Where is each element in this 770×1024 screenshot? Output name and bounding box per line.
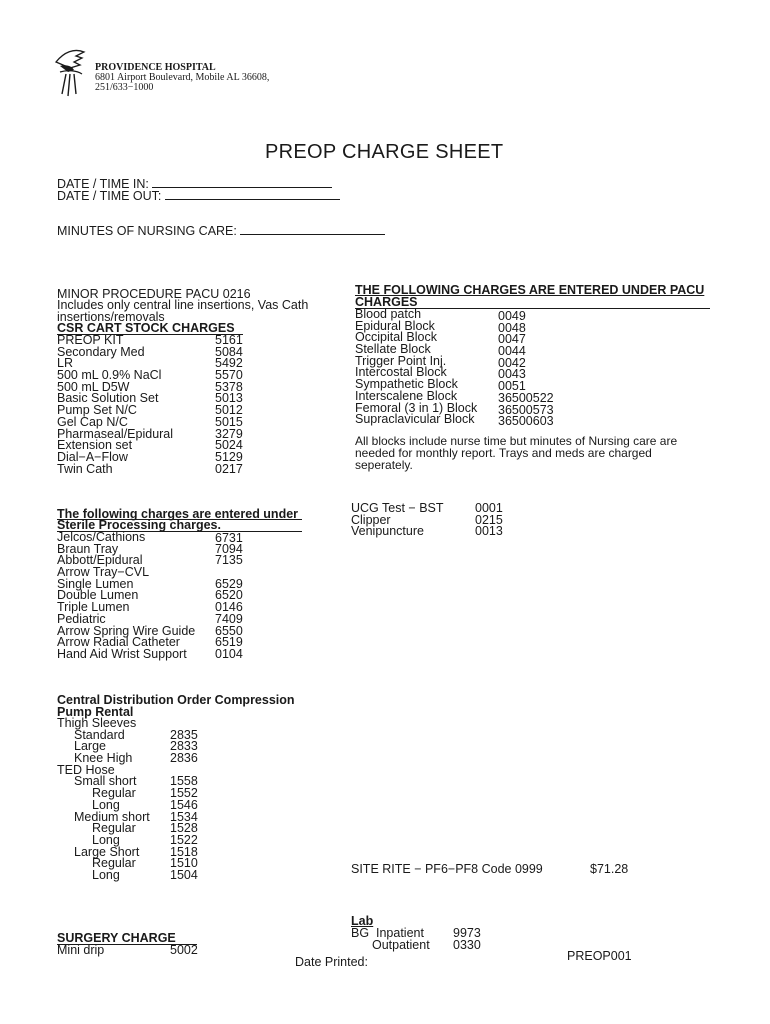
item-code: 1528: [170, 821, 198, 836]
hospital-logo-icon: [52, 48, 94, 98]
item-name: Pharmaseal/Epidural: [57, 426, 174, 441]
item-code: 6520: [215, 588, 243, 603]
list-item: [57, 867, 257, 882]
item-code: 5378: [215, 379, 243, 394]
item-name: Clipper: [351, 512, 391, 527]
list-item: [57, 823, 257, 835]
surgery-heading: SURGERY CHARGE: [57, 931, 176, 945]
item-code: 7094: [215, 541, 243, 556]
minor-procedure-heading: MINOR PROCEDURE PACU 0216: [57, 287, 251, 301]
item-name: Occipital Block: [355, 330, 437, 345]
list-item: [57, 844, 257, 859]
item-name: Single Lumen: [57, 576, 134, 591]
item-name: 500 mL 0.9% NaCl: [57, 368, 162, 383]
item-code: 6731: [215, 531, 243, 545]
item-name: Dial−A−Flow: [57, 449, 128, 464]
time-out-field: [57, 189, 340, 203]
item-name: Braun Tray: [57, 541, 119, 556]
pacu-note: All blocks include nurse time but minutes of Nursing care are: [355, 434, 678, 448]
item-name: Stellate Block: [355, 342, 431, 357]
form-code: PREOP001: [567, 949, 632, 963]
hospital-name: PROVIDENCE HOSPITAL: [95, 62, 216, 73]
sterile-heading-cont: Sterile Processing charges.: [57, 518, 221, 532]
central-heading-cont: Pump Rental: [57, 705, 134, 719]
item-name: Blood patch: [355, 307, 422, 321]
item-code: 36500603: [498, 414, 554, 429]
hospital-phone: 251/633−1000: [95, 82, 154, 93]
item-code: 0104: [215, 646, 243, 661]
item-code: 2836: [170, 751, 198, 766]
item-name: Femoral (3 in 1) Block: [355, 400, 478, 415]
minor-procedure-desc: Includes only central line insertions, Vas Cath: [57, 298, 309, 312]
item-name: Small short: [74, 774, 137, 789]
item-name: Long: [92, 797, 120, 812]
item-code: 6519: [215, 635, 243, 650]
item-code: 0043: [498, 367, 526, 382]
item-code: 0044: [498, 344, 526, 359]
item-code: 6529: [215, 576, 243, 591]
item-code: 1552: [170, 786, 198, 801]
item-name: Hand Aid Wrist Support: [57, 646, 187, 661]
lab-inpatient-label: Inpatient: [376, 926, 424, 940]
surgery-item: Mini drip: [57, 943, 105, 957]
item-name: Venipuncture: [351, 524, 424, 539]
item-name: Basic Solution Set: [57, 391, 159, 406]
lab-heading: Lab: [351, 914, 374, 928]
item-name: Twin Cath: [57, 461, 113, 476]
item-code: 1558: [170, 774, 198, 789]
item-code: 5570: [215, 368, 243, 383]
item-code: 7409: [215, 611, 243, 626]
item-code: 0001: [475, 501, 503, 515]
item-code: 0013: [475, 524, 503, 539]
item-name: PREOP KIT: [57, 333, 124, 347]
item-code: 5024: [215, 438, 243, 453]
ucg-item-list: [351, 503, 551, 538]
lab-outpatient-code: 0330: [453, 938, 481, 952]
pacu-note-end: seperately.: [355, 458, 413, 472]
item-name: Intercostal Block: [355, 365, 447, 380]
list-item: [57, 788, 257, 800]
item-code: 36500522: [498, 390, 554, 405]
item-code: 1518: [170, 844, 198, 859]
item-code: 0048: [498, 320, 526, 335]
time-in-label: DATE / TIME IN:: [57, 177, 149, 191]
time-out-blank: [165, 189, 340, 200]
csr-heading: CSR CART STOCK CHARGES: [57, 321, 235, 335]
list-item: [57, 858, 257, 870]
item-code: 0042: [498, 355, 526, 370]
item-code: 5084: [215, 344, 243, 359]
item-name: Thigh Sleeves: [57, 716, 137, 730]
item-code: 6550: [215, 623, 243, 638]
item-name: Pediatric: [57, 611, 106, 626]
page-title: PREOP CHARGE SHEET: [265, 141, 504, 163]
item-code: 0146: [215, 600, 243, 615]
item-code: 0047: [498, 332, 526, 347]
item-name: Double Lumen: [57, 588, 139, 603]
date-printed-label: Date Printed:: [295, 955, 368, 969]
item-name: Large Short: [74, 844, 140, 859]
item-code: 1510: [170, 856, 198, 871]
lab-inpatient-code: 9973: [453, 926, 481, 940]
item-code: 1504: [170, 867, 198, 882]
item-code: 1546: [170, 797, 198, 812]
item-name: Arrow Radial Catheter: [57, 635, 180, 650]
item-name: Knee High: [74, 751, 133, 766]
nursing-minutes-blank: [240, 224, 385, 235]
item-name: Long: [92, 867, 120, 882]
item-code: 5492: [215, 356, 243, 371]
central-heading: Central Distribution Order Compression: [57, 693, 295, 707]
list-item: [351, 526, 551, 538]
item-name: Supraclavicular Block: [355, 412, 475, 427]
item-code: 0217: [215, 461, 243, 476]
item-code: 5161: [215, 333, 243, 347]
item-name: Gel Cap N/C: [57, 414, 128, 429]
list-item: [57, 344, 287, 359]
time-out-label: DATE / TIME OUT:: [57, 189, 162, 203]
item-name: Pump Set N/C: [57, 403, 137, 418]
site-rite-label: SITE RITE − PF6−PF8 Code 0999: [351, 862, 543, 876]
central-item-list: [57, 718, 257, 882]
site-rite-price: $71.28: [590, 862, 629, 876]
item-code: 0215: [475, 512, 503, 527]
item-name: Regular: [92, 786, 136, 801]
item-name: Regular: [92, 856, 136, 871]
item-code: 1534: [170, 809, 198, 824]
item-code: 36500573: [498, 402, 554, 417]
csr-item-list: [57, 335, 287, 475]
pacu-heading: THE FOLLOWING CHARGES ARE ENTERED UNDER PACU: [355, 283, 705, 297]
item-name: Jelcos/Cathions: [57, 530, 146, 544]
item-code: 5012: [215, 403, 243, 418]
item-name: Long: [92, 832, 120, 847]
lab-outpatient-label: Outpatient: [372, 938, 430, 952]
pacu-note-cont: needed for monthly report. Trays and meds are charged: [355, 446, 652, 460]
item-code: 2833: [170, 739, 198, 754]
hospital-address: 6801 Airport Boulevard, Mobile AL 36608,: [95, 72, 270, 83]
item-code: 2835: [170, 727, 198, 742]
pacu-heading-cont: CHARGES: [355, 297, 710, 309]
item-name: Standard: [74, 727, 125, 742]
item-code: 5015: [215, 414, 243, 429]
item-name: Arrow Spring Wire Guide: [57, 623, 196, 638]
sterile-heading: The following charges are entered under: [57, 507, 299, 521]
surgery-code: 5002: [170, 943, 198, 957]
item-name: Regular: [92, 821, 136, 836]
item-name: Trigger Point Inj.: [355, 353, 447, 368]
list-item: [57, 776, 257, 788]
item-name: Large: [74, 739, 106, 754]
list-item: [57, 334, 243, 346]
item-code: 0049: [498, 309, 526, 323]
list-item: [57, 646, 287, 661]
nursing-minutes-label: MINUTES OF NURSING CARE:: [57, 224, 237, 238]
minor-procedure-desc-cont: insertions/removals: [57, 310, 165, 324]
pacu-item-list: [355, 307, 555, 429]
item-code: 5129: [215, 449, 243, 464]
item-name: Triple Lumen: [57, 600, 130, 615]
item-name: Epidural Block: [355, 318, 435, 333]
item-code: 0051: [498, 379, 526, 394]
item-name: Medium short: [74, 809, 150, 824]
nursing-minutes-field: [57, 224, 385, 238]
item-name: Abbott/Epidural: [57, 553, 143, 568]
item-name: Secondary Med: [57, 344, 145, 359]
item-code: 1522: [170, 832, 198, 847]
item-name: LR: [57, 356, 73, 371]
item-code: 5013: [215, 391, 243, 406]
item-name: UCG Test − BST: [351, 501, 444, 515]
item-name: 500 mL D5W: [57, 379, 130, 394]
sterile-item-list: [57, 532, 287, 661]
item-name: Extension set: [57, 438, 133, 453]
item-code: 3279: [215, 426, 243, 441]
item-name: Interscalene Block: [355, 388, 458, 403]
list-item: [57, 461, 287, 476]
time-in-blank: [152, 177, 332, 188]
item-name: Sympathetic Block: [355, 377, 458, 392]
list-item: [355, 412, 555, 429]
item-name: TED Hose: [57, 762, 115, 777]
item-code: 7135: [215, 553, 243, 568]
lab-bg-label: BG: [351, 926, 370, 940]
list-item: [57, 809, 257, 824]
item-name: Arrow Tray−CVL: [57, 565, 150, 580]
